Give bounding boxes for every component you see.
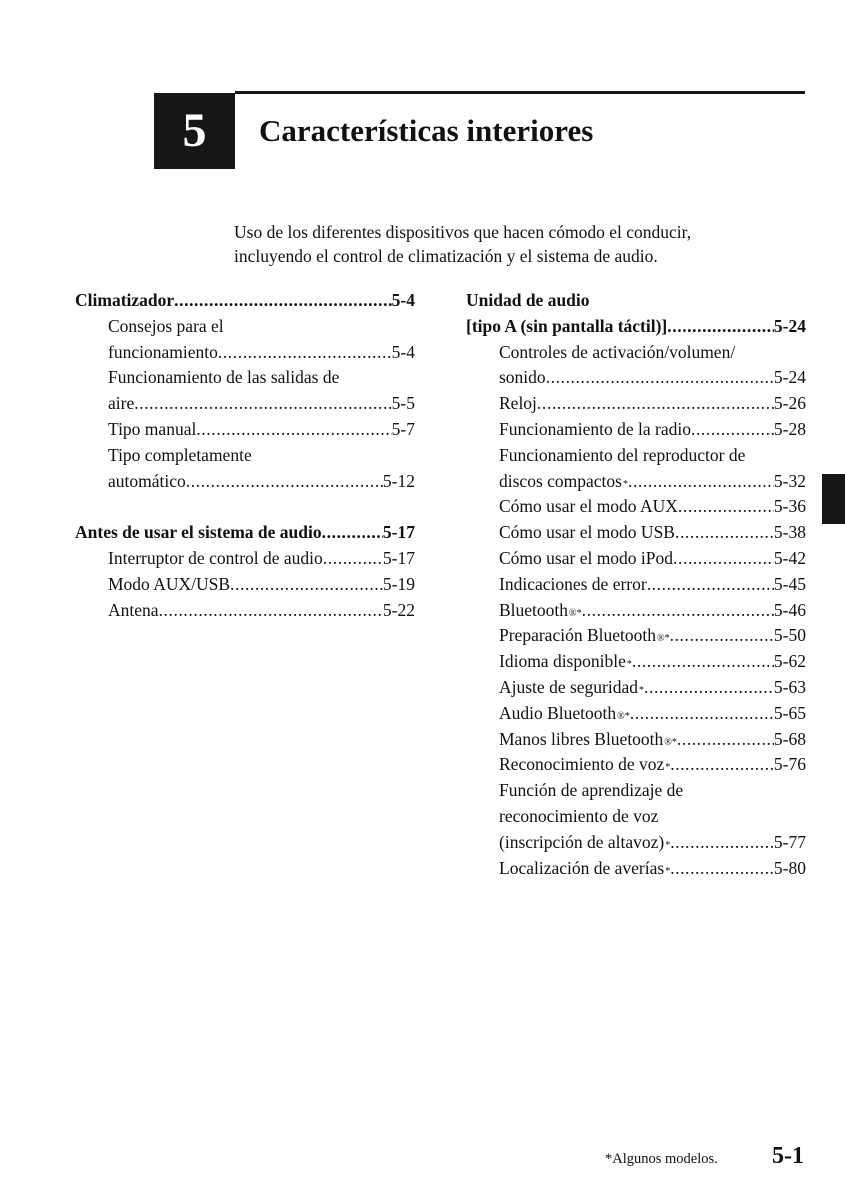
toc-dot-leader — [186, 469, 383, 495]
toc-page-ref: 5-63 — [773, 676, 806, 697]
toc-entry-line — [466, 494, 806, 520]
toc-dot-leader — [677, 727, 774, 753]
toc-section-audio-unit[interactable] — [466, 314, 806, 340]
toc-entry[interactable] — [75, 572, 415, 598]
toc-entry-line — [466, 520, 806, 546]
toc-page-ref: 5-17 — [382, 522, 415, 543]
toc-entry[interactable] — [466, 546, 806, 572]
toc-entry-title: Cómo usar el modo iPod — [499, 547, 674, 568]
toc-entry-text: Funcionamiento de las salidas de — [108, 367, 340, 388]
toc-entry[interactable] — [75, 598, 415, 624]
footnote: *Algunos modelos. — [605, 1151, 718, 1167]
toc-dot-leader — [678, 494, 774, 520]
toc-entry[interactable] — [466, 340, 806, 392]
toc-subitems-audio-prep — [75, 546, 415, 623]
toc-dot-leader — [196, 417, 391, 443]
toc-section-audio-prep[interactable] — [75, 520, 415, 546]
toc-page-ref: 5-36 — [773, 496, 806, 517]
toc-entry[interactable] — [466, 494, 806, 520]
toc-entry[interactable] — [466, 391, 806, 417]
toc-right-column — [466, 288, 806, 881]
toc-entry-line — [466, 417, 806, 443]
toc-dot-leader — [673, 546, 774, 572]
toc-entry-title: Tipo manual — [108, 418, 197, 439]
toc-dot-leader — [134, 391, 391, 417]
toc-entry-line: (inscripción de altavoz) * ..... 5-77 — [466, 830, 806, 856]
toc-section-title: Antes de usar el sistema de audio — [75, 522, 322, 543]
toc-entry-title: Idioma disponible — [499, 651, 626, 672]
toc-dot-leader — [670, 856, 774, 882]
intro-line: Uso de los diferentes dispositivos que hacen cómodo el conducir, — [234, 222, 692, 242]
toc-dot-leader — [675, 520, 774, 546]
toc-entry-title: Reconocimiento de voz — [499, 754, 665, 775]
toc-dot-leader — [322, 520, 383, 546]
chapter-thumb-tab — [822, 474, 845, 524]
toc-dot-leader — [218, 340, 392, 366]
toc-entry-line — [75, 391, 415, 417]
toc-dot-leader — [582, 598, 774, 624]
toc-dot-leader — [691, 417, 774, 443]
toc-entry[interactable] — [466, 417, 806, 443]
toc-page-ref: 5-32 — [773, 470, 806, 491]
toc-dot-leader — [644, 675, 774, 701]
toc-entry-title: funcionamiento — [108, 341, 218, 362]
toc-entry-text: Funcionamiento del reproductor de — [499, 444, 746, 465]
toc-dot-leader — [670, 752, 774, 778]
toc-page-ref: 5-80 — [773, 857, 806, 878]
toc-entry-line: Manos libres Bluetooth ®* ..... 5-68 — [466, 727, 806, 753]
chapter-number-box — [154, 93, 235, 169]
toc-entry[interactable] — [75, 365, 415, 417]
toc-entry-line — [75, 598, 415, 624]
toc-entry-title: Preparación Bluetooth — [499, 625, 656, 646]
toc-dot-leader — [670, 623, 774, 649]
toc-entry-title: Reloj — [499, 393, 537, 414]
toc-entry[interactable] — [466, 856, 806, 882]
toc-entry[interactable] — [466, 752, 806, 778]
toc-page-ref: 5-62 — [773, 651, 806, 672]
toc-entry-text: Tipo completamente — [108, 444, 252, 465]
toc-dot-leader — [630, 701, 774, 727]
toc-entry-line — [466, 572, 806, 598]
toc-entry-title: Modo AUX/USB — [108, 573, 231, 594]
toc-page-ref: 5-7 — [391, 418, 415, 439]
toc-dot-leader — [670, 830, 774, 856]
toc-entry-line: discos compactos * ..... 5-32 — [466, 469, 806, 495]
toc-entry-line — [75, 572, 415, 598]
toc-entry[interactable] — [75, 546, 415, 572]
toc-entry-line — [75, 469, 415, 495]
toc-entry-title: (inscripción de altavoz) — [499, 831, 665, 852]
toc-entry-title: Ajuste de seguridad — [499, 676, 638, 697]
toc-entry-title: Cómo usar el modo AUX — [499, 496, 678, 517]
toc-entry-title: Audio Bluetooth — [499, 702, 617, 723]
toc-page-ref: 5-4 — [391, 290, 415, 310]
toc-entry-title: Cómo usar el modo USB — [499, 522, 675, 543]
toc-page-ref: 5-50 — [773, 625, 806, 646]
toc-entry-line: Localización de averías * ..... 5-80 — [466, 856, 806, 882]
toc-page-ref: 5-28 — [773, 418, 806, 439]
toc-page-ref: 5-24 — [773, 367, 806, 388]
toc-page-ref: 5-24 — [773, 315, 806, 336]
toc-dot-leader — [546, 365, 774, 391]
toc-entry-text: reconocimiento de voz — [499, 805, 659, 826]
toc-entry[interactable] — [466, 443, 806, 495]
toc-page-ref: 5-12 — [382, 470, 415, 491]
toc-dot-leader — [230, 572, 383, 598]
toc-entry[interactable] — [466, 727, 806, 753]
toc-entry-line — [75, 546, 415, 572]
toc-entry-text: Consejos para el — [108, 315, 224, 336]
toc-entry[interactable] — [466, 675, 806, 701]
toc-dot-leader — [628, 469, 774, 495]
toc-section-climatizador[interactable] — [75, 288, 415, 314]
toc-entry-line — [75, 340, 415, 366]
toc-page-ref: 5-45 — [773, 573, 806, 594]
chapter-number: 5 — [182, 104, 207, 157]
toc-page-ref: 5-22 — [382, 599, 415, 620]
toc-dot-leader — [159, 598, 383, 624]
toc-subitems-audio-unit — [466, 340, 806, 882]
toc-subitems-climatizador — [75, 314, 415, 495]
toc-entry-title: sonido — [499, 367, 546, 388]
toc-page-ref: 5-76 — [773, 754, 806, 775]
toc-entry-text: Función de aprendizaje de — [499, 780, 684, 801]
toc-entry[interactable] — [75, 314, 415, 366]
toc-section-heading: Unidad de audio — [466, 290, 590, 310]
toc-entry-text: Controles de activación/volumen/ — [499, 341, 736, 362]
toc-entry[interactable] — [466, 520, 806, 546]
page-number: 5-1 — [772, 1143, 804, 1169]
toc-entry-line — [75, 417, 415, 443]
toc-entry[interactable] — [75, 417, 415, 443]
toc-section-title: [tipo A (sin pantalla táctil)] — [466, 315, 668, 336]
toc-page-ref: 5-4 — [391, 341, 415, 362]
toc-entry-line: Bluetooth ®* ..... 5-46 — [466, 598, 806, 624]
toc-entry-title: Manos libres Bluetooth — [499, 728, 664, 749]
toc-entry[interactable] — [466, 701, 806, 727]
toc-dot-leader — [647, 572, 774, 598]
toc-entry-title: Indicaciones de error — [499, 573, 647, 594]
toc-entry-title: Bluetooth — [499, 599, 569, 620]
toc-entry-title: automático — [108, 470, 186, 491]
toc-entry[interactable] — [75, 443, 415, 495]
toc-page-ref: 5-42 — [773, 547, 806, 568]
toc-entry-title: aire — [108, 393, 135, 414]
chapter-header-rule — [235, 91, 805, 94]
toc-page-ref: 5-46 — [773, 599, 806, 620]
toc-page-ref: 5-17 — [382, 547, 415, 568]
toc-page-ref: 5-68 — [773, 728, 806, 749]
toc-dot-leader — [667, 314, 774, 340]
toc-entry[interactable] — [466, 623, 806, 649]
toc-entry-line: Idioma disponible * ..... 5-62 — [466, 649, 806, 675]
toc-entry-title: Funcionamiento de la radio — [499, 418, 691, 439]
toc-entry-line — [466, 391, 806, 417]
toc-entry-title: Localización de averías — [499, 857, 665, 878]
intro-line: incluyendo el control de climatización y el sistema de audio. — [234, 246, 658, 266]
toc-entry-title: Interruptor de control de audio — [108, 547, 323, 568]
toc-section-title: Climatizador — [75, 290, 175, 310]
toc-entry[interactable] — [466, 649, 806, 675]
toc-page-ref: 5-77 — [773, 831, 806, 852]
toc-entry-line: Ajuste de seguridad * ..... 5-63 — [466, 675, 806, 701]
toc-page-ref: 5-5 — [391, 393, 415, 414]
toc-dot-leader — [632, 649, 774, 675]
toc-entry-line — [466, 365, 806, 391]
toc-entry-line: Preparación Bluetooth ®* ..... 5-50 — [466, 623, 806, 649]
toc-page-ref: 5-19 — [382, 573, 415, 594]
toc-entry-line — [466, 546, 806, 572]
toc-entry-title: discos compactos — [499, 470, 622, 491]
toc-dot-leader — [537, 391, 774, 417]
chapter-intro — [234, 220, 794, 268]
toc-entry-line: Reconocimiento de voz * ..... 5-76 — [466, 752, 806, 778]
toc-left-column — [75, 288, 415, 623]
toc-entry[interactable] — [466, 572, 806, 598]
toc-page-ref: 5-26 — [773, 393, 806, 414]
toc-dot-leader — [323, 546, 383, 572]
toc-spacer — [75, 494, 415, 520]
toc-page-ref: 5-38 — [773, 522, 806, 543]
toc-dot-leader — [174, 288, 392, 314]
toc-entry-line: Audio Bluetooth ®* ..... 5-65 — [466, 701, 806, 727]
toc-entry[interactable] — [466, 778, 806, 855]
chapter-title: Características interiores — [259, 113, 594, 148]
toc-page-ref: 5-65 — [773, 702, 806, 723]
toc-entry-title: Antena — [108, 599, 159, 620]
toc-entry[interactable] — [466, 598, 806, 624]
